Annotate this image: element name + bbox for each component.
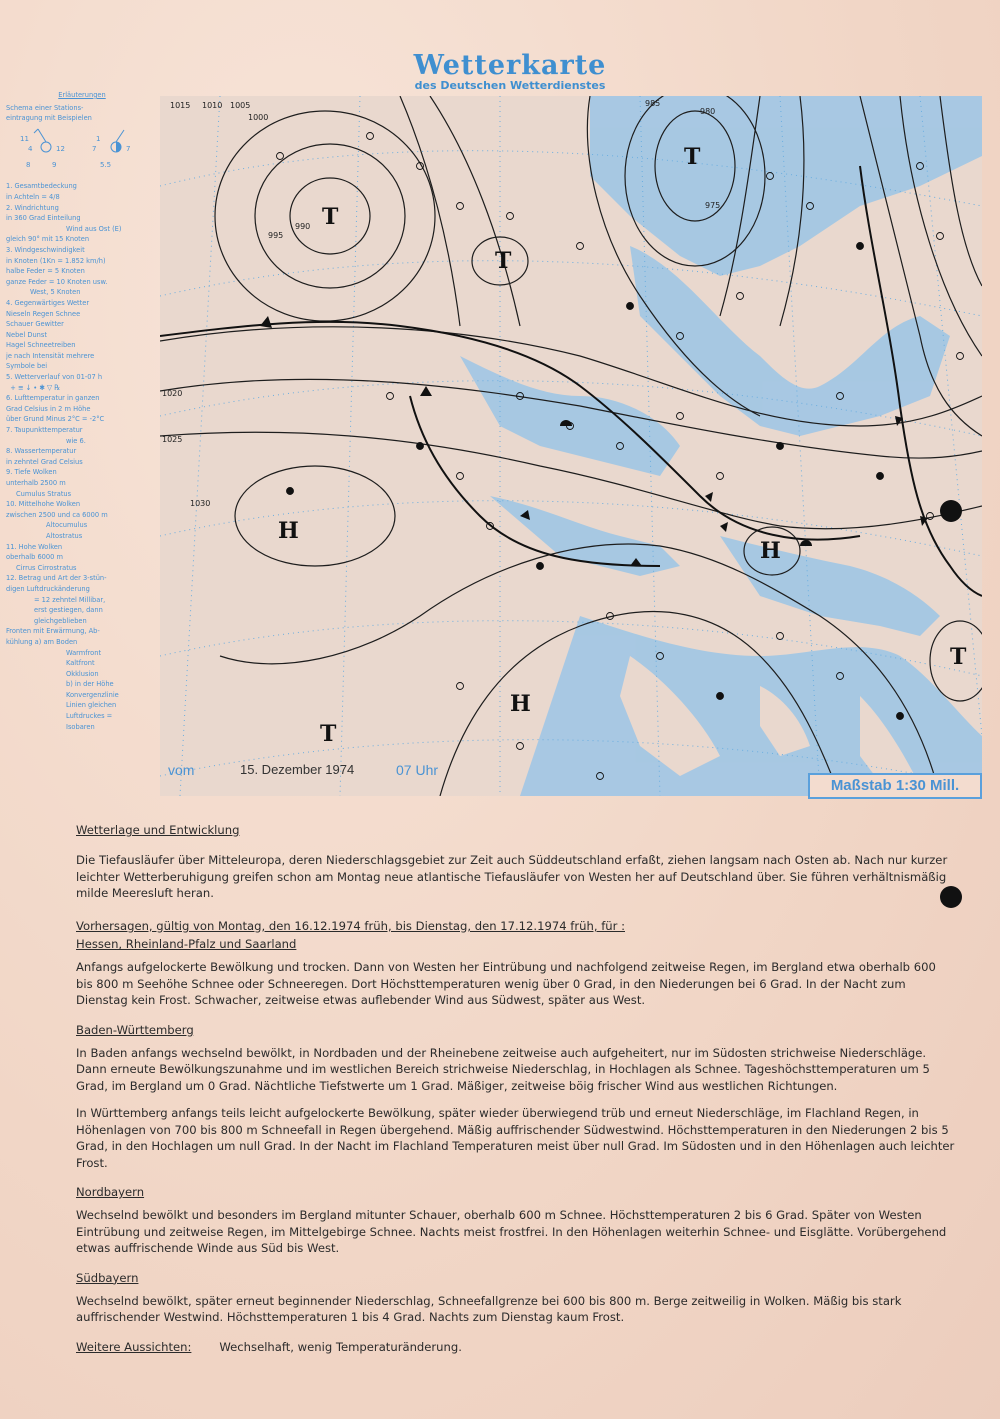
svg-text:5.5: 5.5 (100, 160, 112, 169)
legend-line: in Knoten (1Kn = 1.852 km/h) (6, 255, 106, 265)
section-heading: Wetterlage und Entwicklung (76, 823, 240, 837)
isobar-label: 1030 (190, 499, 211, 508)
isobar-label: 1025 (162, 435, 183, 444)
region-heading: Hessen, Rheinland-Pfalz und Saarland (76, 937, 297, 952)
legend-line: unterhalb 2500 m (6, 478, 66, 487)
legend-line: Kaltfront (66, 658, 95, 668)
center-symbol: H (510, 691, 531, 717)
outlook-text: Wechselhaft, wenig Temperaturänderung. (219, 1339, 462, 1354)
isobar-label: 1015 (170, 101, 191, 110)
map-time: 07 Uhr (396, 762, 439, 778)
center-symbol: T (322, 204, 339, 230)
legend-line: 9. Tiefe Wolken (6, 467, 57, 477)
map-title: Wetterkarte (413, 50, 607, 81)
svg-text:8: 8 (26, 160, 31, 169)
legend-line: 12. Betrag und Art der 3-stün- (6, 573, 107, 583)
map-scale: Maßstab 1:30 Mill. (808, 773, 982, 799)
legend-line: Nieseln Regen Schnee (6, 308, 81, 318)
station-model-sample (6, 126, 156, 174)
legend-line: Cirrus Cirrostratus (16, 562, 77, 572)
legend-line: 6. Lufttemperatur in ganzen (6, 393, 100, 403)
region-heading: Südbayern (76, 1270, 139, 1285)
center-symbol: T (320, 721, 337, 747)
center-symbol: T (684, 144, 701, 170)
svg-text:7: 7 (126, 144, 131, 153)
legend-line: Cumulus Stratus (16, 488, 72, 498)
legend-line: digen Luftdruckänderung (6, 583, 90, 593)
isobar-label: 985 (645, 99, 661, 108)
legend-line: Altocumulus (46, 520, 88, 530)
legend-line: Fronten mit Erwärmung, Ab- (6, 626, 100, 636)
legend-line: 1. Gesamtbedeckung (6, 181, 77, 191)
svg-text:7: 7 (92, 144, 97, 153)
legend-line: eintragung mit Beispielen (6, 113, 92, 123)
legend-line: Altostratus (46, 530, 83, 540)
legend-line: ganze Feder = 10 Knoten usw. (6, 276, 108, 286)
isobar-label: 1020 (162, 389, 183, 398)
svg-text:1: 1 (96, 134, 101, 143)
outlook-row (76, 1339, 956, 1355)
legend-line: erst gestiegen, dann (34, 605, 103, 615)
legend-line: + ≡ ↓ • ✱ ▽ ℞ (6, 382, 61, 392)
legend-line: in zehntel Grad Celsius (6, 456, 83, 466)
region-heading: Baden-Württemberg (76, 1022, 194, 1037)
map-title-block (360, 50, 660, 92)
isobar-label: 990 (295, 222, 311, 231)
legend-line: 2. Windrichtung (6, 202, 59, 212)
legend-line: Isobaren (66, 721, 95, 731)
isobar-label: 1005 (230, 101, 251, 110)
legend-line: Grad Celsius in 2 m Höhe (6, 403, 91, 413)
legend-line: kühlung a) am Boden (6, 636, 78, 646)
legend-line: 4. Gegenwärtiges Wetter (6, 297, 90, 307)
svg-text:12: 12 (56, 144, 65, 153)
center-symbol: H (760, 538, 781, 564)
legend-line: 5. Wetterverlauf von 01-07 h (6, 372, 103, 382)
legend-line: Symbole bei (6, 361, 48, 371)
map-date: 15. Dezember 1974 (240, 762, 355, 777)
legend-line: Hagel Schneetreiben (6, 340, 76, 350)
legend-line: Schema einer Stations- (6, 102, 84, 112)
legend-line: 10. Mittelhohe Wolken (6, 499, 81, 509)
forecast-text (76, 822, 956, 1355)
legend-line: Wind aus Ost (E) (66, 223, 122, 233)
isobar-label: 1000 (248, 113, 269, 122)
legend-line: wie 6. (66, 435, 86, 445)
legend-line: Nebel Dunst (6, 329, 47, 339)
legend-line: zwischen 2500 und ca 6000 m (6, 509, 108, 519)
paragraph: In Württemberg anfangs teils leicht aufgelockerte Bewölkung, später wieder überwiegend trüb und erneut Niederschläge, im Flachland Regen, in Höhenlagen von 700 bis 800 m Schneefall in Regen übergehend. Mäßig auffrischender Südwestwind. Höchsttemperaturen in den Niederungen 2 bis 5 Grad, in den Hochlagen um null Grad. In der Nacht im Flachland Temperaturen meist über null Grad. Im Südosten und in den Höhenlagen auch leichter Frost. (76, 1106, 955, 1170)
region-heading: Nordbayern (76, 1184, 145, 1199)
legend-line: in 360 Grad Einteilung (6, 213, 81, 223)
weather-map (160, 96, 982, 796)
legend-line: in Achteln = 4/8 (6, 191, 60, 201)
legend-line: gleichgeblieben (34, 615, 87, 625)
legend-line: Warmfront (66, 647, 102, 657)
legend-line: b) in der Höhe (66, 679, 114, 689)
legend-line: oberhalb 6000 m (6, 552, 63, 562)
legend-line: je nach Intensität mehrere (6, 350, 95, 360)
legend-line: Schauer Gewitter (6, 319, 64, 329)
date-prefix: vom (168, 762, 195, 778)
legend-line: 8. Wassertemperatur (6, 446, 77, 456)
legend-line: halbe Feder = 5 Knoten (6, 266, 85, 276)
legend-line: Okklusion (66, 668, 99, 678)
svg-text:4: 4 (28, 144, 33, 153)
paragraph: Die Tiefausläufer über Mitteleuropa, deren Niederschlagsgebiet zur Zeit auch Süddeutschland erfaßt, ziehen langsam nach Osten ab. Nach nur kurzer leichter Wetterberuhigung greifen schon am Montag neue atlantische Tiefausläufer von Westen her auf Deutschland über. Sie führen verhältnismäßig milde Meeresluft heran. (76, 853, 948, 901)
paragraph: In Baden anfangs wechselnd bewölkt, in Nordbaden und der Rheinebene zeitweise auch aufgeheitert, nur im Südosten strichweise Niederschläge. Dann erneute Bewölkungszunahme und im westlichen Bereich strichweise Niederschlag, in Hochlagen als Schnee. Tageshöchsttemperaturen um 5 Grad, im Bergland um 0 Grad. Nächtliche Tiefstwerte um 1 Grad. Mäßiger, zeitweise böig frischer Wind aus westlichen Richtungen. (76, 1046, 930, 1093)
svg-text:11: 11 (20, 134, 29, 143)
isobar-label: 995 (268, 231, 284, 240)
center-symbol: T (950, 644, 967, 670)
legend-panel (6, 90, 158, 800)
paragraph: Anfangs aufgelockerte Bewölkung und trocken. Dann von Westen her Eintrübung und nachfolgend zeitweise Regen, im Bergland etwa oberhalb 600 bis 800 m Seehöhe Schnee oder Schneeregen. Dort Höchsttemperaturen wenig über 0 Grad, in den Niederungen bei 6 Grad. In der Nacht zum Dienstag kein Frost. Schwacher, zeitweise etwas auflebender Wind aus Südwest, später aus West. (76, 960, 936, 1008)
legend-line: West, 5 Knoten (30, 287, 81, 297)
paragraph: Wechselnd bewölkt, später erneut beginnender Niederschlag, Schneefallgrenze bei 600 bis 800 m. Berge zeitweilig in Wolken. Mäßig bis stark auffrischender Westwind. Höchsttemperaturen 1 bis 4 Grad. Nachts zum Dienstag kaum Frost. (76, 1293, 902, 1325)
map-subtitle: des Deutschen Wetterdienstes (414, 79, 606, 92)
legend-line: gleich 90° mit 15 Knoten (6, 234, 90, 244)
punch-hole (940, 500, 962, 522)
center-symbol: T (495, 248, 512, 274)
isobar-label: 1010 (202, 101, 223, 110)
legend-line: Linien gleichen (66, 700, 117, 710)
legend-line: 3. Windgeschwindigkeit (6, 244, 85, 254)
paragraph: Wechselnd bewölkt und besonders im Bergland mitunter Schauer, oberhalb 600 m Schnee. Höchsttemperaturen 2 bis 6 Grad. Später von Westen Eintrübung und zeitweise Regen, im Mittelgebirge Schnee. Nachts meist frostfrei. In den Höhenlagen weiterhin Schnee- und Eisglätte. Vorübergehend etwas auffrischende Winde aus Süd bis West. (76, 1208, 947, 1256)
legend-heading: Erläuterungen (58, 90, 106, 99)
isobar-label: 975 (705, 201, 721, 210)
legend-line: 7. Taupunkttemperatur (6, 425, 83, 435)
legend-line: = 12 zehntel Millibar, (34, 594, 106, 604)
legend-line: Konvergenzlinie (66, 689, 119, 699)
outlook-label: Weitere Aussichten: (76, 1339, 192, 1354)
svg-text:9: 9 (52, 160, 57, 169)
center-symbol: H (278, 518, 299, 544)
legend-line: Luftdruckes = (66, 711, 113, 721)
legend-line: über Grund Minus 2°C = -2°C (6, 414, 105, 424)
forecast-heading: Vorhersagen, gültig von Montag, den 16.12.1974 früh, bis Dienstag, den 17.12.1974 früh, für : (76, 918, 625, 933)
legend-line: 11. Hohe Wolken (6, 541, 63, 551)
isobar-label: 980 (700, 107, 716, 116)
